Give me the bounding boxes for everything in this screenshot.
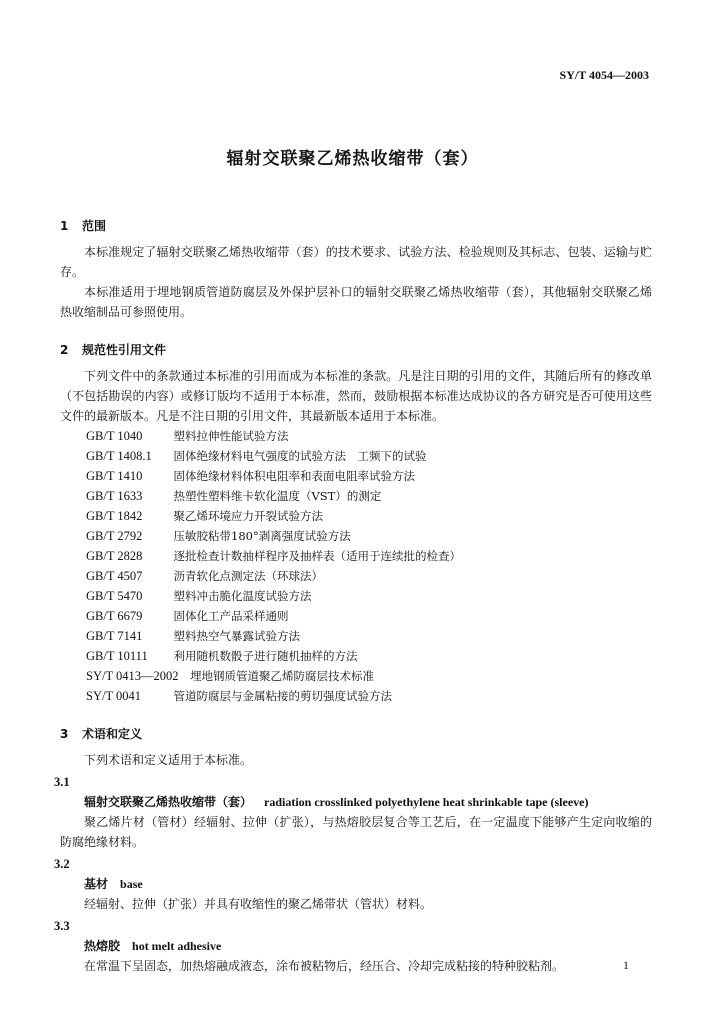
term-en: hot melt adhesive (132, 939, 222, 953)
reference-title: 利用随机数骰子进行随机抽样的方法 (173, 649, 358, 663)
reference-code: GB/T 4507 (86, 569, 143, 583)
term-zh: 热熔胶 (84, 939, 121, 953)
standard-code: SY/T 4054—2003 (559, 68, 649, 82)
reference-title: 热塑性塑料维卡软化温度（VST）的测定 (173, 489, 382, 503)
section-1-heading (60, 216, 652, 236)
terms-intro: 下列术语和定义适用于本标准。 (84, 753, 253, 767)
term-3-1-definition: 聚乙烯片材（管材）经辐射、拉伸（扩张），与热熔胶层复合等工艺后，在一定温度下能够产生定向收缩的防腐绝缘材料。 (60, 815, 652, 849)
clause-3-2-number: 3.2 (54, 857, 70, 871)
reference-item (60, 486, 652, 506)
reference-code: GB/T 2792 (86, 529, 143, 543)
reference-list (60, 426, 652, 706)
term-3-2-definition: 经辐射、拉伸（扩张）并具有收缩性的聚乙烯带状（管状）材料。 (84, 897, 433, 911)
term-zh: 辐射交联聚乙烯热收缩带（套） (84, 795, 253, 809)
term-en: base (120, 877, 143, 891)
reference-item (60, 606, 652, 626)
references-intro: 下列文件中的条款通过本标准的引用而成为本标准的条款。凡是注日期的引用的文件，其随后所有的修改单（不包括勘误的内容）或修订版均不适用于本标准，然而，鼓励根据本标准达成协议的各方研究是否可使用这些文件的最新版本。凡是不注日期的引用文件，其最新版本适用于本标准。 (60, 369, 652, 423)
reference-item (60, 446, 652, 466)
reference-code: SY/T 0041 (86, 689, 141, 703)
reference-code: GB/T 7141 (86, 629, 143, 643)
reference-title: 压敏胶粘带180°剥离强度试验方法 (173, 529, 351, 543)
term-3-3-definition: 在常温下呈固态，加热熔融成液态，涂布被粘物后，经压合、冷却完成粘接的特种胶粘剂。 (84, 959, 565, 973)
reference-item (60, 546, 652, 566)
clause-3-3-number: 3.3 (54, 919, 70, 933)
reference-item (60, 666, 652, 686)
reference-code: GB/T 5470 (86, 589, 143, 603)
section-number: 1 (60, 219, 69, 233)
reference-code: GB/T 1040 (86, 429, 143, 443)
reference-title: 埋地钢质管道聚乙烯防腐层技术标准 (190, 669, 374, 683)
term-en: radiation crosslinked polyethylene heat shrinkable tape (sleeve) (264, 795, 589, 809)
reference-title: 塑料冲击脆化温度试验方法 (173, 589, 312, 603)
reference-item (60, 566, 652, 586)
scope-paragraph-2: 本标准适用于埋地钢质管道防腐层及外保护层补口的辐射交联聚乙烯热收缩带（套），其他辐射交联聚乙烯热收缩制品可参照使用。 (60, 285, 652, 319)
reference-title: 固体绝缘材料体积电阻率和表面电阻率试验方法 (173, 469, 415, 483)
section-2-heading (60, 340, 652, 360)
reference-code: GB/T 10111 (86, 649, 148, 663)
section-number: 2 (60, 343, 69, 357)
reference-title: 塑料拉伸性能试验方法 (173, 429, 289, 443)
term-zh: 基材 (84, 877, 109, 891)
term-3-2 (60, 874, 652, 894)
reference-title: 固体化工产品采样通则 (173, 609, 289, 623)
reference-code: GB/T 6679 (86, 609, 143, 623)
reference-title: 逐批检查计数抽样程序及抽样表（适用于连续批的检查） (173, 549, 461, 563)
document-body (54, 208, 652, 976)
section-number: 3 (60, 727, 69, 741)
reference-code: GB/T 1410 (86, 469, 143, 483)
reference-title: 沥青软化点测定法（环球法） (173, 569, 323, 583)
reference-item (60, 686, 652, 706)
reference-title: 聚乙烯环境应力开裂试验方法 (173, 509, 323, 523)
section-3-heading (60, 724, 652, 744)
reference-title: 管道防腐层与金属粘接的剪切强度试验方法 (173, 689, 392, 703)
scope-paragraph-1: 本标准规定了辐射交联聚乙烯热收缩带（套）的技术要求、试验方法、检验规则及其标志、包装、运输与贮存。 (60, 245, 652, 279)
document-title: 辐射交联聚乙烯热收缩带（套） (226, 149, 479, 169)
term-3-1 (60, 792, 652, 812)
reference-item (60, 466, 652, 486)
reference-code: GB/T 1842 (86, 509, 143, 523)
reference-item (60, 586, 652, 606)
clause-3-1-number: 3.1 (54, 775, 70, 789)
reference-code: GB/T 2828 (86, 549, 143, 563)
reference-item (60, 526, 652, 546)
section-title: 术语和定义 (82, 727, 143, 741)
reference-item (60, 646, 652, 666)
reference-item (60, 426, 652, 446)
reference-item (60, 506, 652, 526)
term-3-3 (60, 936, 652, 956)
page-number: 1 (623, 958, 629, 972)
section-title: 规范性引用文件 (82, 343, 167, 357)
reference-title: 固体绝缘材料电气强度的试验方法 工频下的试验 (173, 449, 427, 463)
reference-code: GB/T 1633 (86, 489, 143, 503)
section-title: 范围 (82, 219, 107, 233)
reference-item (60, 626, 652, 646)
reference-code: GB/T 1408.1 (86, 449, 152, 463)
reference-title: 塑料热空气暴露试验方法 (173, 629, 300, 643)
reference-code: SY/T 0413—2002 (86, 669, 179, 683)
